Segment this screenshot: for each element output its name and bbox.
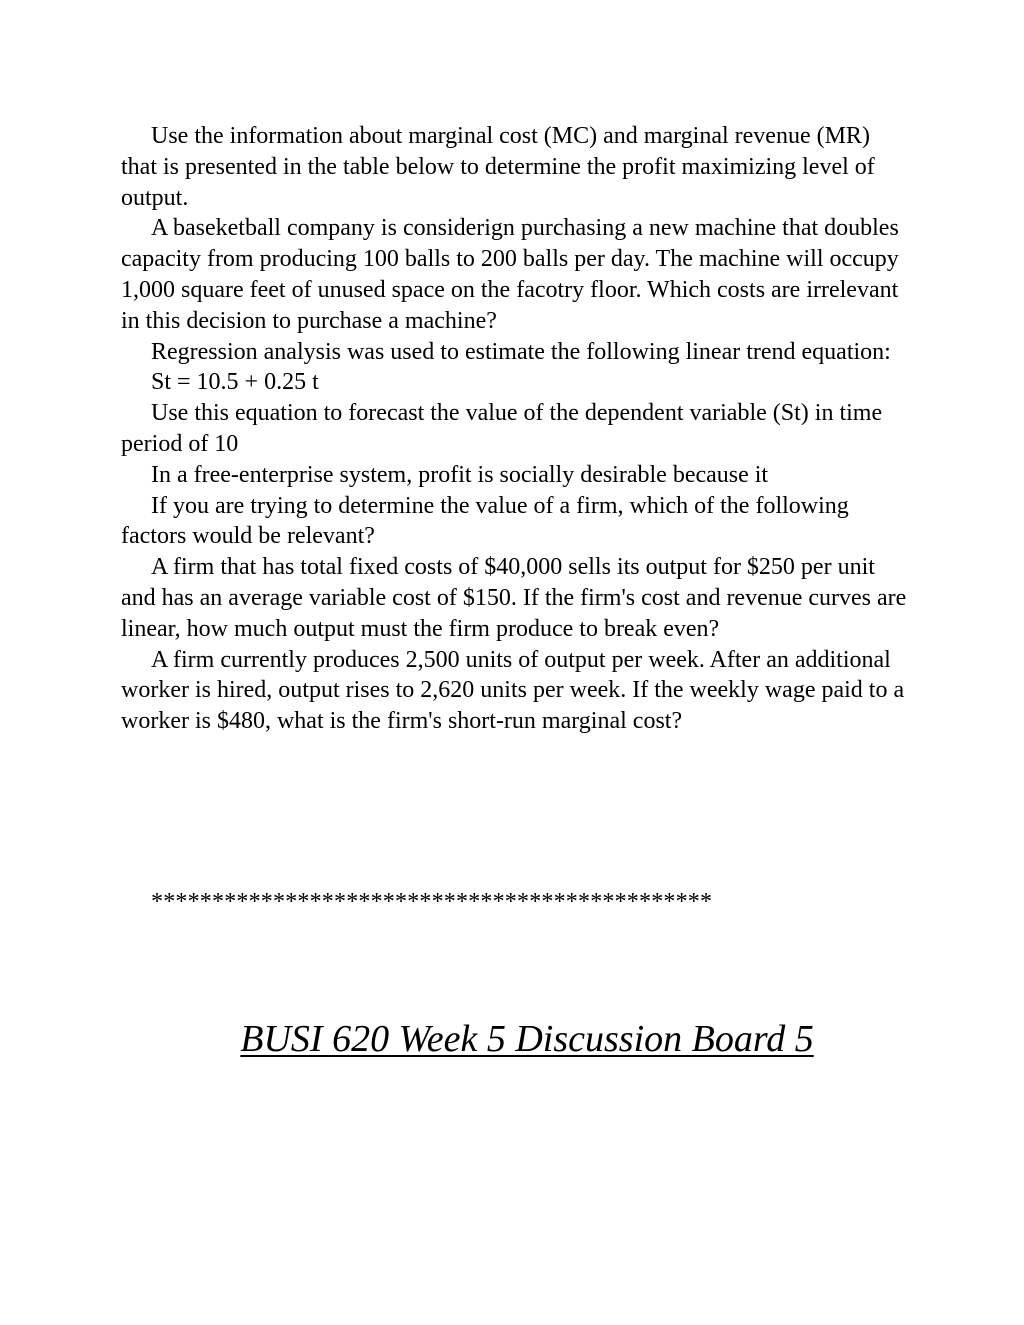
questions-text-block (121, 121, 911, 737)
asterisk-separator: ********************************************** (151, 889, 713, 915)
paragraph-trend-equation: St = 10.5 + 0.25 t (151, 369, 319, 396)
paragraph-profit-desirable-question: In a free-enterprise system, profit is socially desirable because it (151, 461, 769, 488)
paragraph-marginal-cost-question: Use the information about marginal cost (MC) and marginal revenue (MR) that is presented in the table below to determine the profit maximizing level of output. (121, 123, 875, 211)
paragraph-basketball-machine-question: A baseketball company is considerign purchasing a new machine that doubles capacity from producing 100 balls to 200 balls per day. The machine will occupy 1,000 square feet of unused space on the facotry floor. Which costs are irrelevant in this decision to purchase a machine? (121, 215, 899, 334)
paragraph-marginal-cost-worker-question: A firm currently produces 2,500 units of output per week. After an additional worker is hired, output rises to 2,620 units per week. If the weekly wage paid to a worker is $480, what is the firm's short-run marginal cost? (121, 646, 905, 735)
paragraph-break-even-question: A firm that has total fixed costs of $40,000 sells its output for $250 per unit and has an average variable cost of $150. If the firm's cost and revenue curves are linear, how much output must the firm produce to break even? (121, 554, 907, 642)
paragraph-forecast-question: Use this equation to forecast the value of the dependent variable (St) in time period of 10 (121, 400, 883, 457)
document-title: BUSI 620 Week 5 Discussion Board 5 (240, 1018, 814, 1060)
paragraph-regression-question: Regression analysis was used to estimate the following linear trend equation: (151, 338, 891, 365)
paragraph-firm-value-question: If you are trying to determine the value of a firm, which of the following factors would be relevant? (121, 492, 849, 550)
